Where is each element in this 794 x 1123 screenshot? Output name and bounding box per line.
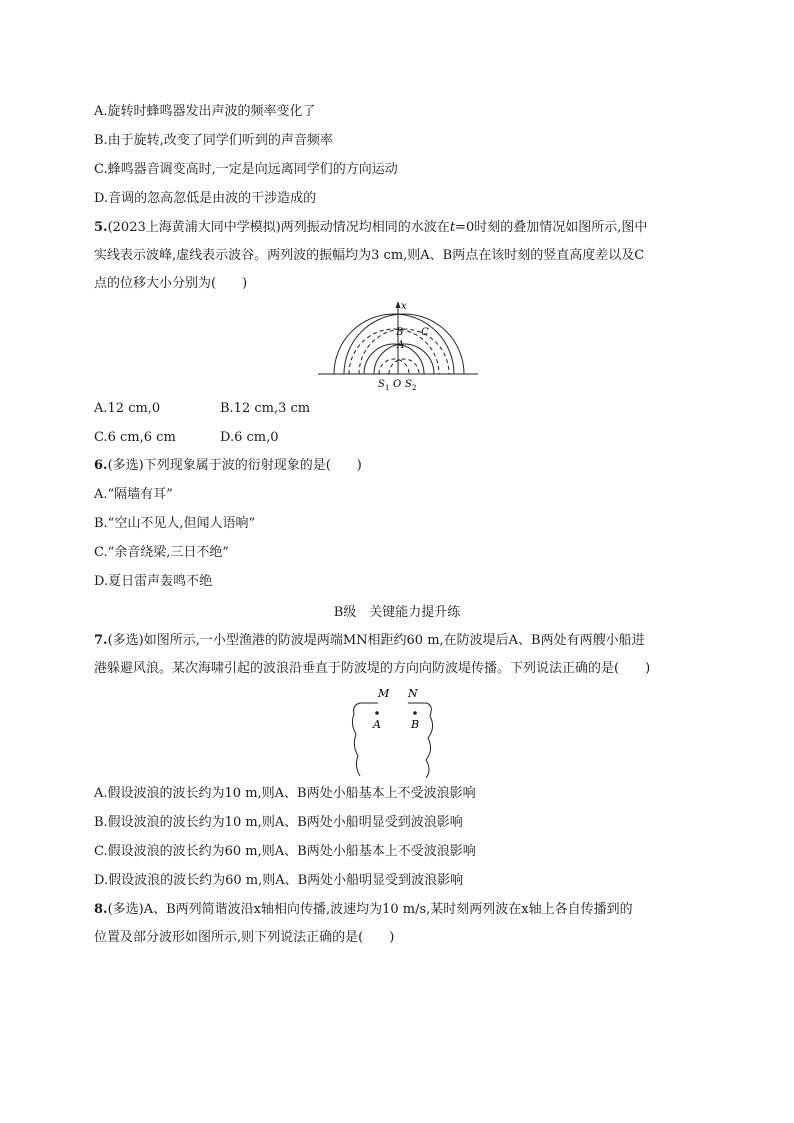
q5-label-b: B [396, 327, 404, 338]
q7-option-c: C.假设波浪的波长约为60 m,则A、B两处小船基本上不受波浪影响 [94, 844, 476, 859]
q5-axis-arrow [396, 301, 401, 308]
q7-boat-b-dot [413, 711, 417, 715]
q6-number: 6. [94, 458, 108, 473]
q7-stem-line1 [94, 632, 645, 650]
q7-label-a: A [373, 718, 381, 731]
q5-stem-line2: 实线表示波峰,虚线表示波谷。两列波的振幅均为3 cm,则A、B两点在该时刻的竖直高度差以及C [94, 248, 645, 263]
q6-stem [94, 457, 362, 475]
q5-axis-label: x [401, 301, 407, 312]
q6-stem-text: (多选)下列现象属于波的衍射现象的是( ) [107, 458, 362, 473]
q4-option-a: A.旋转时蜂鸣器发出声波的频率变化了 [94, 104, 316, 119]
q5-label-c: C [421, 327, 429, 338]
q4-option-c: C.蜂鸣器音调变高时,一定是向远离同学们的方向运动 [94, 162, 398, 177]
q8-stem-line1 [94, 901, 633, 919]
q7-breakwater-left [352, 703, 378, 776]
q8-number: 8. [94, 902, 108, 917]
q7-label-b: B [411, 718, 420, 731]
q5-line1-t: t [449, 220, 456, 235]
q5-label-s2: S [405, 379, 412, 390]
q7-breakwater-right [408, 703, 433, 778]
q5-option-a: A.12 cm,0 [94, 401, 161, 416]
q6-option-d: D.夏日雷声轰鸣不绝 [94, 574, 213, 589]
q4-option-d: D.音调的忽高忽低是由波的干涉造成的 [94, 191, 317, 206]
q5-trough-s2-inner [389, 359, 419, 374]
q7-stem-line2: 港躲避风浪。某次海啸引起的波浪沿垂直于防波堤的方向向防波堤传播。下列说法正确的是( ) [94, 661, 651, 676]
q5-wave-figure [310, 298, 490, 394]
q5-label-s2-sub: 2 [412, 384, 417, 392]
q5-number: 5. [94, 220, 108, 235]
q7-option-a: A.假设波浪的波长约为10 m,则A、B两处小船基本上不受波浪影响 [94, 786, 476, 801]
q8-line1-text: (多选)A、B两列简谐波沿x轴相向传播,波速均为10 m/s,某时刻两列波在x轴上各自传播到的 [107, 902, 633, 917]
q7-label-m: M [378, 687, 390, 700]
q5-stem-line1 [94, 219, 647, 237]
q5-trough-s1-inner [379, 359, 409, 374]
q5-option-d: D.6 cm,0 [220, 430, 279, 445]
q8-stem-line2: 位置及部分波形如图所示,则下列说法正确的是( ) [94, 930, 395, 945]
q5-label-s1: S [378, 379, 385, 390]
q6-option-c: C.“余音绕梁,三日不绝” [94, 545, 230, 560]
q7-option-d: D.假设波浪的波长约为60 m,则A、B两处小船明显受到波浪影响 [94, 873, 464, 888]
q6-option-b: B.“空山不见人,但闻人语响” [94, 516, 256, 531]
q5-option-b: B.12 cm,3 cm [220, 401, 311, 416]
q7-option-b: B.假设波浪的波长约为10 m,则A、B两处小船明显受到波浪影响 [94, 815, 463, 830]
q5-label-a: A [397, 340, 405, 351]
q5-option-c: C.6 cm,6 cm [94, 430, 176, 445]
q5-trough-s2-outer [359, 329, 449, 374]
q7-line1-text: (多选)如图所示,一小型渔港的防波堤两端MN相距约60 m,在防波堤后A、B两处有两艘小船进 [107, 633, 645, 648]
q5-stem-line3: 点的位移大小分别为( ) [94, 276, 248, 291]
q4-option-b: B.由于旋转,改变了同学们听到的声音频率 [94, 133, 333, 148]
q5-label-s1-sub: 1 [385, 384, 390, 392]
q5-label-o: O [393, 379, 402, 390]
q7-boat-a-dot [375, 711, 379, 715]
section-title: B级 关键能力提升练 [333, 605, 461, 620]
q7-label-n: N [408, 687, 418, 700]
q6-option-a: A.“隔墙有耳” [94, 487, 173, 502]
q7-number: 7. [94, 633, 108, 648]
q5-line1-b: =0时刻的叠加情况如图所示,图中 [455, 220, 648, 235]
q7-breakwater-figure [340, 684, 450, 784]
q5-line1-a: (2023上海黄浦大同中学模拟)两列振动情况均相同的水波在 [107, 220, 450, 235]
